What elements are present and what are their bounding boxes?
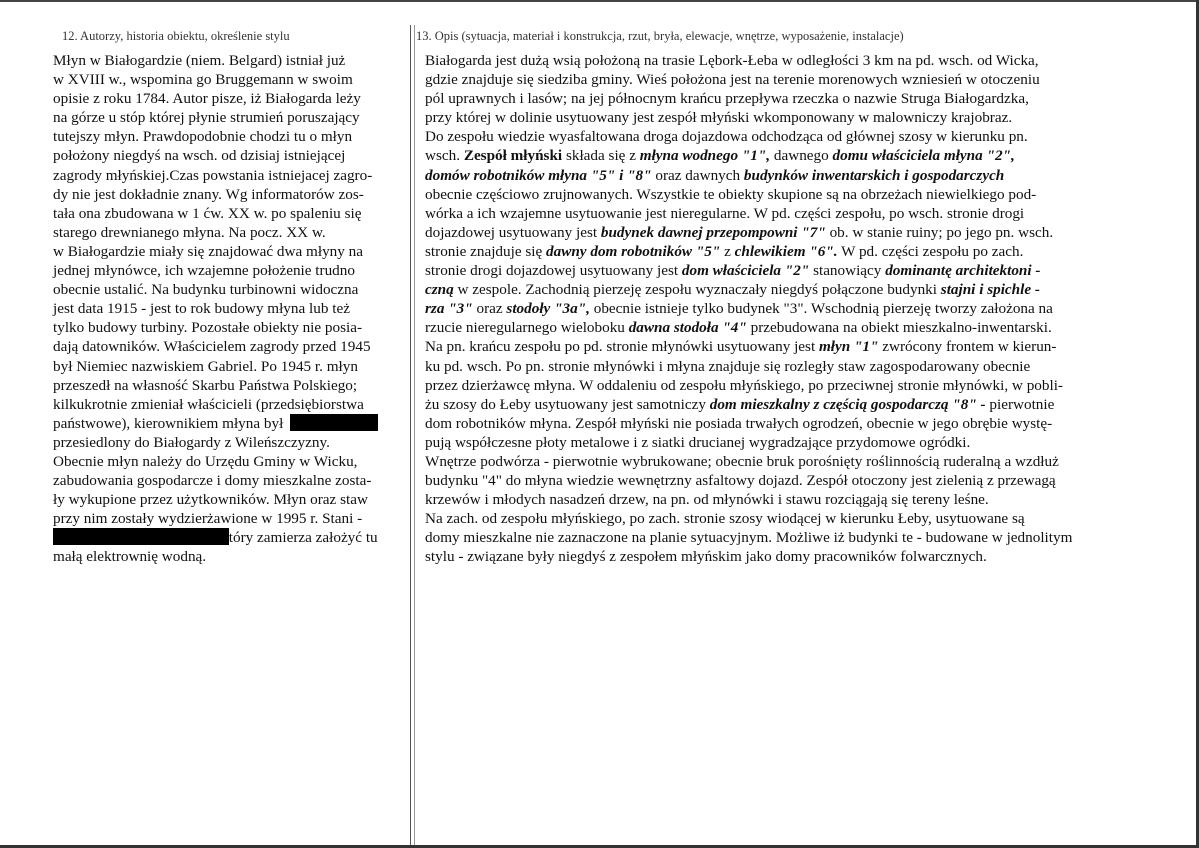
text-line: [425, 299, 1155, 318]
page-border-top: [0, 0, 1199, 2]
column-divider: [410, 25, 411, 845]
text-fragment: państwowe), kierownikiem młyna był: [53, 414, 284, 432]
text-fragment: składa się z: [562, 147, 640, 165]
text-line: położony niegdyś na wsch. od dzisiaj istniejącej: [53, 147, 346, 165]
text-fragment: Białogarda jest dużą wsią położoną na trasie Lębork-Łeba w odległości 3 km na pd. wsch. od Wicka,: [425, 52, 1039, 69]
text-fragment: dawnego: [770, 147, 833, 165]
emphasized-text: dominantę architektoni -: [885, 262, 1041, 280]
text-fragment: rzucie nieregularnego wieloboku: [425, 319, 629, 337]
text-line: [425, 204, 1155, 223]
text-line: [425, 242, 1155, 261]
text-fragment: obecnie istnieje tylko budynek "3". Wschodnią pierzeję tworzy założona na: [589, 300, 1053, 318]
text-fragment: pują współczesne płoty metalowe i z siatki drucianej wygradzające przydomowe ogródki.: [425, 433, 971, 451]
text-line: [425, 414, 1155, 433]
text-line: małą elektrownię wodną.: [53, 548, 207, 566]
text-fragment: Wnętrze podwórza - pierwotnie wybrukowane; obecnie bruk porośnięty roślinnością ruderalną a wzdłuż: [425, 452, 1059, 470]
emphasized-text: chlewikiem "6".: [734, 242, 838, 260]
text-line: [425, 452, 1155, 471]
text-fragment: wsch.: [425, 147, 464, 165]
text-line: [425, 357, 1155, 376]
text-line: [425, 166, 1155, 185]
text-fragment: dom robotników młyna. Zespół młyński nie posiada trwałych ogrodzeń, obecnie w jego obrębie wystę-: [425, 414, 1053, 432]
text-line: [425, 127, 1155, 146]
text-line: [425, 280, 1155, 299]
text-fragment: gdzie znajduje się siedziba gminy. Wieś położona jest na terenie morenowych wzniesień w otoczeniu: [425, 71, 1040, 89]
text-fragment: Na zach. od zespołu młyńskiego, po zach. stronie szosy wiodącej w kierunku Łeby, usytuowane są: [425, 510, 1025, 528]
text-line-redacted: [53, 414, 403, 433]
text-line: Obecnie młyn należy do Urzędu Gminy w Wicku,: [53, 452, 358, 470]
emphasized-text: dom mieszkalny z częścią gospodarczą "8" -: [709, 395, 986, 413]
text-line: [425, 528, 1155, 547]
text-line: starego drewnianego młyna. Na pocz. XX w.: [53, 223, 326, 241]
text-fragment: z: [720, 242, 735, 260]
text-fragment: przy której w dolinie usytuowany jest zespół młyński wkomponowany w malowniczy krajobraz.: [425, 109, 1013, 127]
text-fragment: domy mieszkalne nie zaznaczone na planie sytuacyjnym. Możliwe iż budynki te - budowane w jednolitym: [425, 529, 1073, 547]
text-line: dają datowników. Właścicielem zagrody przed 1945: [53, 338, 371, 356]
text-line: jednej młynówce, ich wzajemne położenie trudno: [53, 262, 355, 280]
text-line: [425, 376, 1155, 395]
emphasized-text: młyna wodnego "1",: [639, 147, 771, 165]
text-line: zagrody młyńskiej.Czas powstania istniejacej zagro-: [53, 166, 373, 184]
text-line: obecnie ustalić. Na budynku turbinowni widoczna: [53, 281, 359, 299]
text-line: [425, 490, 1155, 509]
text-line: [425, 70, 1155, 89]
emphasized-text: rza "3": [425, 300, 473, 318]
text-fragment: przebudowana na obiekt mieszkalno-inwentarski.: [746, 319, 1052, 337]
text-fragment: stanowiący: [809, 262, 886, 280]
text-fragment: dojazdowej usytuowany jest: [425, 223, 601, 241]
text-fragment: obecnie częściowo zrujnowanych. Wszystkie te obiekty skupione są na obrzeżach niewielkiego pod-: [425, 185, 1037, 203]
text-line: [425, 51, 1155, 70]
text-line: [425, 108, 1155, 127]
text-fragment: oraz dawnych: [651, 166, 744, 184]
redaction-block: [53, 528, 229, 545]
text-fragment: w zespole. Zachodnią pierzeję zespołu wyznaczały niegdyś połączone budynki: [453, 281, 941, 299]
text-line: zabudowania gospodarcze i domy mieszkalne zosta-: [53, 472, 372, 490]
text-line: w XVIII w., wspomina go Bruggemann w swoim: [53, 71, 353, 89]
text-line: Młyn w Białogardzie (niem. Belgard) istniał już: [53, 52, 346, 69]
emphasized-text: domów robotników młyna "5" i "8": [425, 166, 652, 184]
text-line: [425, 185, 1155, 204]
text-line: jest data 1915 - jest to rok budowy młyna lub też: [53, 300, 350, 318]
text-line: [425, 395, 1155, 414]
text-fragment: stylu - związane były niegdyś z zespołem młyńskim jako domy pracowników folwarcznych.: [425, 548, 987, 566]
text-fragment: pól uprawnych i lasów; na jej północnym krańcu przepływa rzeczka o nazwie Struga Białogardzka,: [425, 90, 1029, 108]
text-line: opisie z roku 1784. Autor pisze, iż Białogarda leży: [53, 90, 361, 108]
history-text-column: [53, 51, 403, 567]
text-line: [425, 89, 1155, 108]
text-line: był Niemiec nazwiskiem Gabriel. Po 1945 r. młyn: [53, 357, 358, 375]
text-line-redacted: [53, 528, 403, 547]
text-line: [425, 146, 1155, 165]
text-line: przy nim zostały wydzierżawione w 1995 r. Stani -: [53, 510, 363, 528]
text-line: [425, 223, 1155, 242]
text-line: [425, 547, 1155, 566]
text-line: tutejszy młyn. Prawdopodobnie chodzi tu o młyn: [53, 128, 353, 146]
text-fragment: stronie drogi dojazdowej usytuowany jest: [425, 262, 682, 280]
text-line: [425, 471, 1155, 490]
text-line: [425, 433, 1155, 452]
text-line: [425, 261, 1155, 280]
text-line: na górze u stóp której płynie strumień poruszający: [53, 109, 360, 127]
text-line: kilkukrotnie zmieniał właścicieli (przedsiębiorstwa: [53, 395, 364, 413]
text-fragment: pierwotnie: [985, 395, 1055, 413]
text-line: [425, 509, 1155, 528]
text-fragment: stronie znajduje się: [425, 242, 547, 260]
column-divider-inner: [414, 25, 415, 845]
text-fragment: zwrócony frontem w kierun-: [878, 338, 1057, 356]
emphasized-text: dawny dom robotników "5": [546, 242, 721, 260]
emphasized-text: Zespół młyński: [463, 147, 563, 165]
text-fragment: Na pn. krańcu zespołu po pd. stronie młynówki usytuowany jest: [425, 338, 819, 356]
text-fragment: Do zespołu wiedzie wyasfaltowana droga dojazdowa odchodząca od głównej szosy w kierunku pn.: [425, 128, 1028, 146]
emphasized-text: domu właściciela młyna "2",: [832, 147, 1015, 165]
text-fragment: wórka a ich wzajemne usytuowanie jest nieregularne. W pd. części zespołu, po wsch. stronie drogi: [425, 204, 1025, 222]
text-fragment: ku pd. wsch. Po pn. stronie młynówki i młyna znajduje się rozległy staw zagospodarowany obecnie: [425, 357, 1031, 375]
redaction-block: [290, 414, 378, 431]
text-line: ły wykupione przez użytkowników. Młyn oraz staw: [53, 491, 368, 509]
text-line: dy nie jest dokładnie znany. Wg informatorów zos-: [53, 185, 364, 203]
text-line: tała ona zbudowana w 1 ćw. XX w. po spaleniu się: [53, 204, 362, 222]
text-line: tylko budowy turbiny. Pozostałe obiekty nie posia-: [53, 319, 363, 337]
emphasized-text: młyn "1": [818, 338, 879, 356]
emphasized-text: dom właściciela "2": [681, 262, 810, 280]
emphasized-text: dawna stodoła "4": [628, 319, 747, 337]
text-line: przesiedlony do Białogardy z Wileńszczyzny.: [53, 433, 330, 451]
text-fragment: tóry zamierza założyć tu: [228, 529, 378, 547]
text-fragment: budynku "4" do młyna wiedzie wewnętrzny asfaltowy dojazd. Zespół otoczony jest zielenią z przewagą: [425, 472, 1056, 490]
text-fragment: przez dzierżawcę młyna. W oddaleniu od zespołu młyńskiego, po przeciwnej stronie młynówki, w pobli-: [425, 376, 1063, 394]
text-fragment: żu szosy do Łeby usytuowany jest samotniczy: [425, 395, 710, 413]
text-fragment: ob. w stanie ruiny; po jego pn. wsch.: [825, 223, 1054, 241]
emphasized-text: stajni i spichle -: [940, 281, 1040, 299]
emphasized-text: czną: [425, 281, 454, 299]
description-text-column: [425, 51, 1155, 567]
text-line: [425, 337, 1155, 356]
emphasized-text: budynków inwentarskich i gospodarczych: [743, 166, 1005, 184]
text-line: przeszedł na własność Skarbu Państwa Polskiego;: [53, 376, 358, 394]
right-column-heading: 13. Opis (sytuacja, materiał i konstrukcja, rzut, bryła, elewacje, wnętrze, wyposażenie, instalacje): [416, 29, 904, 43]
emphasized-text: budynek dawnej przepompowni "7": [600, 223, 826, 241]
left-column-heading: 12. Autorzy, historia obiektu, określenie stylu: [62, 29, 290, 43]
text-line: w Białogardzie miały się znajdować dwa młyny na: [53, 242, 363, 260]
text-fragment: oraz: [472, 300, 507, 318]
text-fragment: W pd. części zespołu po zach.: [837, 242, 1024, 260]
text-line: [425, 318, 1155, 337]
emphasized-text: stodoły "3a",: [506, 300, 590, 318]
text-fragment: krzewów i młodych nasadzeń drzew, na pn. od młynówki i stawu rozciągają się tereny leśne.: [425, 491, 989, 509]
